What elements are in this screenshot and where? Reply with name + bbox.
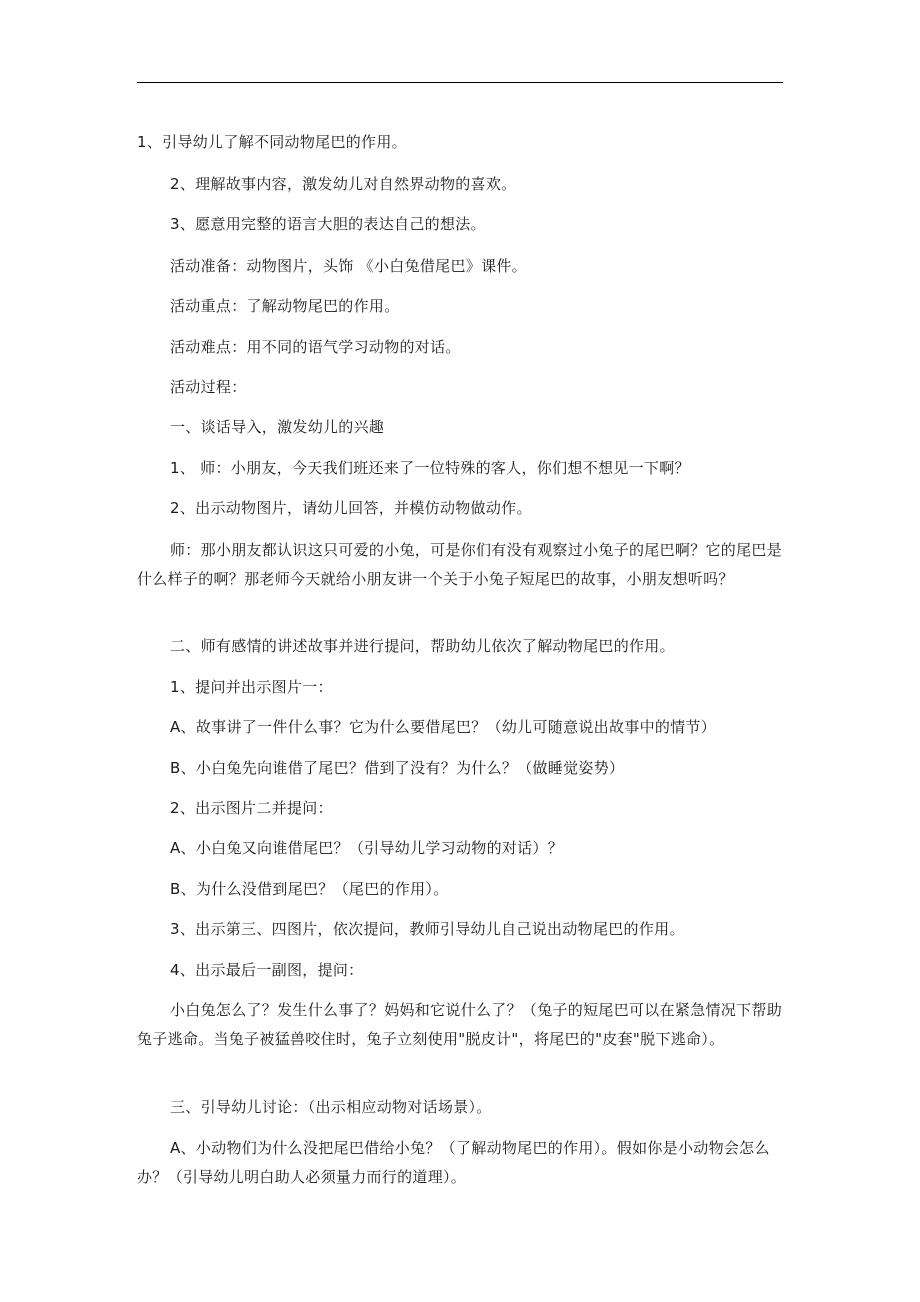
section-3-heading: 三、引导幼儿讨论：（出示相应动物对话场景）。 [170,1098,492,1116]
question-2-1-a: A、故事讲了一件什么事？它为什么要借尾巴？（幼儿可随意说出故事中的情节） [170,718,717,736]
question-2-2-b: B、为什么没借到尾巴？（尾巴的作用）。 [170,880,449,898]
discussion-paragraph: A、小动物们为什么没把尾巴借给小兔？（了解动物尾巴的作用）。假如你是小动物会怎么办？（引导幼儿明白助人必须量力而行的道理）。 [137,1139,770,1186]
goal-1: 1、引导幼儿了解不同动物尾巴的作用。 [137,133,407,151]
section-2-heading: 二、师有感情的讲述故事并进行提问，帮助幼儿依次了解动物尾巴的作用。 [170,637,675,655]
step-2-4: 4、出示最后一副图，提问： [170,961,364,979]
activity-difficulty: 活动难点：用不同的语气学习动物的对话。 [170,338,461,356]
story-ending-paragraph: 小白兔怎么了？发生什么事了？妈妈和它说什么了？（兔子的短尾巴可以在紧急情况下帮助兔子逃命。当兔子被猛兽咬住时，兔子立刻使用"脱皮计"，将尾巴的"皮套"脱下逃命）。 [137,1001,783,1048]
goal-2: 2、理解故事内容，激发幼儿对自然界动物的喜欢。 [170,175,517,193]
step-1-2: 2、出示动物图片，请幼儿回答，并模仿动物做动作。 [170,499,532,517]
activity-process-heading: 活动过程： [170,378,247,396]
question-2-1-b: B、小白兔先向谁借了尾巴？借到了没有？为什么？（做睡觉姿势） [170,759,625,777]
step-2-2: 2、出示图片二并提问： [170,799,333,817]
step-1-1: 1、 师：小朋友，今天我们班还来了一位特殊的客人，你们想不想见一下啊？ [170,459,690,477]
activity-focus: 活动重点：了解动物尾巴的作用。 [170,297,400,315]
header-rule [137,82,783,83]
step-2-1: 1、提问并出示图片一： [170,678,333,696]
goal-3: 3、愿意用完整的语言大胆的表达自己的想法。 [170,215,486,233]
section-1-heading: 一、谈话导入，激发幼儿的兴趣 [170,418,385,436]
step-2-3: 3、出示第三、四图片，依次提问，教师引导幼儿自己说出动物尾巴的作用。 [170,920,685,938]
teacher-intro-paragraph: 师：那小朋友都认识这只可爱的小兔，可是你们有没有观察过小兔子的尾巴啊？它的尾巴是什么样子的啊？那老师今天就给小朋友讲一个关于小兔子短尾巴的故事，小朋友想听吗？ [137,541,783,588]
activity-preparation: 活动准备：动物图片，头饰 《小白兔借尾巴》课件。 [170,257,527,275]
question-2-2-a: A、小白兔又向谁借尾巴？（引导幼儿学习动物的对话）？ [170,839,564,857]
